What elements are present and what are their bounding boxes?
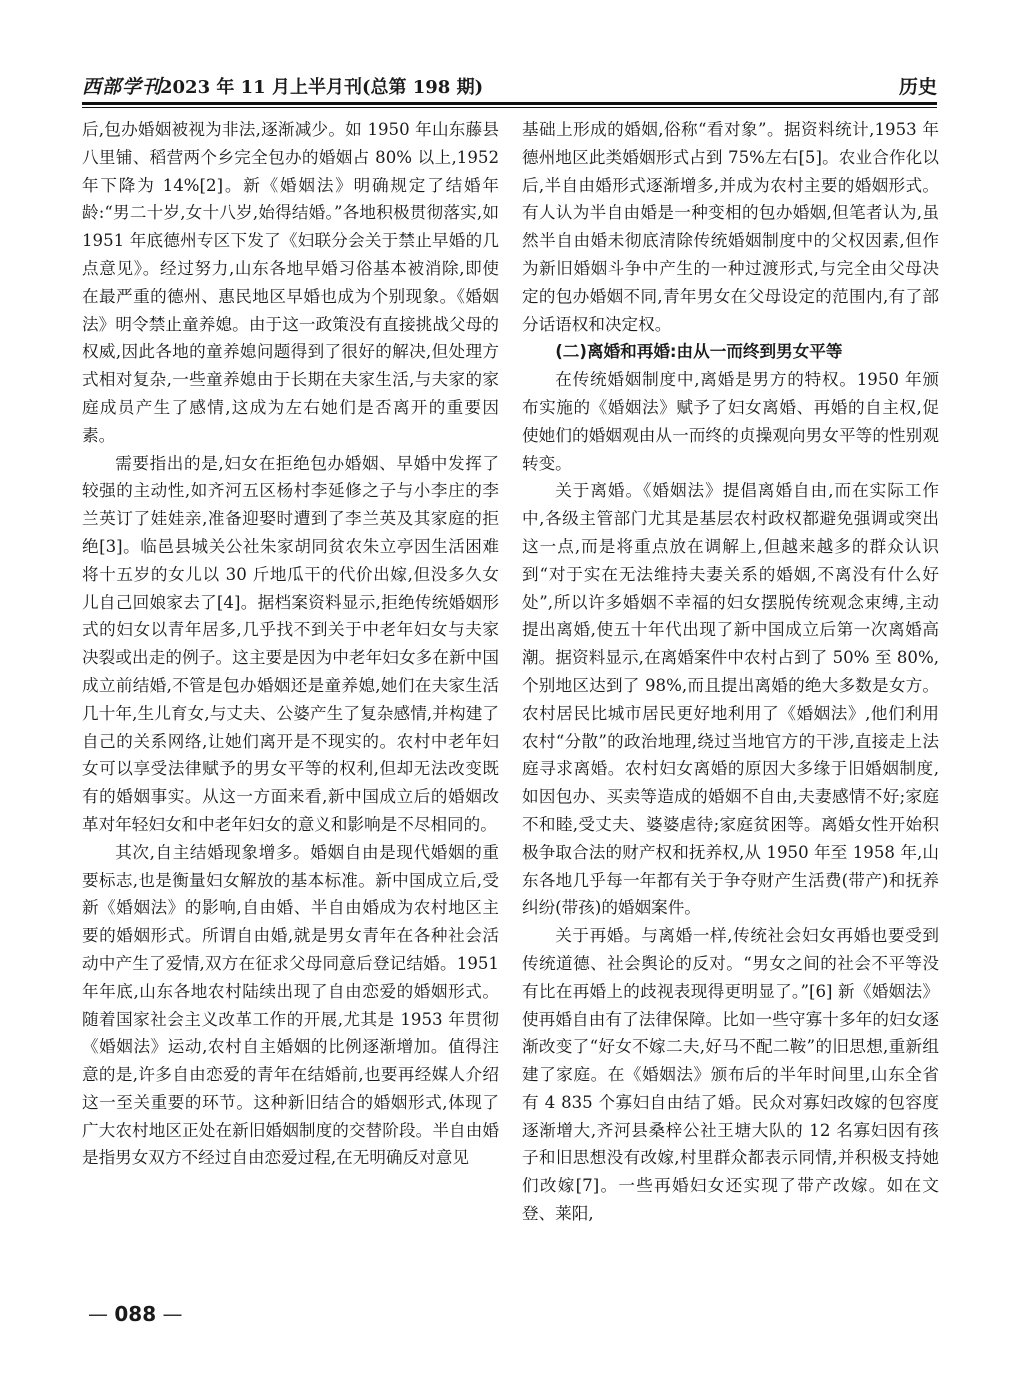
header-rule-thick: [82, 102, 937, 105]
section-subheading: (二)离婚和再婚:由从一而终到男女平等: [555, 342, 843, 362]
journal-logo: 西部学刊: [82, 76, 163, 98]
paragraph: 后,包办婚姻被视为非法,逐渐减少。如 1950 年山东藤县八里铺、稻营两个乡完全包办的婚姻占 80% 以上,1952 年下降为 14%[2]。新《婚姻法》明确规定了结婚年龄:“男二十岁,女十八岁,始得结婚。”各地积极贯彻落实,如 1951 年底德州专区下发了《妇联分会关于禁止早婚的几点意见》。经过努力,山东各地早婚习俗基本被消除,即使在最严重的德州、惠民地区早婚也成为个别现象。《婚姻法》明令禁止童养媳。由于这一政策没有直接挑战父母的权威,因此各地的童养媳问题得到了很好的解决,但处理方式相对复杂,一些童养媳由于长期在夫家生活,与夫家的家庭成员产生了感情,这成为左右她们是否离开的重要因素。: [82, 120, 499, 445]
left-column: [82, 116, 499, 1172]
paragraph: 需要指出的是,妇女在拒绝包办婚姻、早婚中发挥了较强的主动性,如齐河五区杨村李延修之子与小李庄的李兰英订了娃娃亲,准备迎娶时遭到了李兰英及其家庭的拒绝[3]。临邑县城关公社朱家胡同贫农朱立亭因生活困难将十五岁的女儿以 30 斤地瓜干的代价出嫁,但没多久女儿自己回娘家去了[4]。据档案资料显示,拒绝传统婚姻形式的妇女以青年居多,几乎找不到关于中老年妇女与夫家决裂或出走的例子。这主要是因为中老年妇女多在新中国成立前结婚,不管是包办婚姻还是童养媳,她们在夫家生活几十年,生儿育女,与丈夫、公婆产生了复杂感情,并构建了自己的关系网络,让她们离开是不现实的。农村中老年妇女可以享受法律赋予的男女平等的权利,但却无法改变既有的婚姻事实。从这一方面来看,新中国成立后的婚姻改革对年轻妇女和中老年妇女的意义和影响是不尽相同的。: [82, 453, 499, 834]
issue-info: 2023 年 11 月上半月刊(总第 198 期): [160, 77, 484, 98]
page-header: [82, 72, 937, 102]
paragraph: 其次,自主结婚现象增多。婚姻自由是现代婚姻的重要标志,也是衡量妇女解放的基本标准。新中国成立后,受新《婚姻法》的影响,自由婚、半自由婚成为农村地区主要的婚姻形式。所谓自由婚,就是男女青年在各种社会活动中产生了爱情,双方在征求父母同意后登记结婚。1951 年年底,山东各地农村陆续出现了自由恋爱的婚姻形式。随着国家社会主义改革工作的开展,尤其是 1953 年贯彻《婚姻法》运动,农村自主婚姻的比例逐渐增加。值得注意的是,许多自由恋爱的青年在结婚前,也要再经媒人介绍这一至关重要的环节。这种新旧结合的婚姻形式,体现了广大农村地区正处在新旧婚姻制度的交替阶段。半自由婚是指男女双方不经过自由恋爱过程,在无明确反对意见: [82, 842, 499, 1168]
page-footer: [88, 1302, 182, 1326]
section-title: 历史: [898, 76, 937, 98]
paragraph: 关于再婚。与离婚一样,传统社会妇女再婚也要受到传统道德、社会舆论的反对。“男女之间的社会不平等没有比在再婚上的歧视表现得更明显了。”[6] 新《婚姻法》使再婚自由有了法律保障。比如一些守寡十多年的妇女逐渐改变了“好女不嫁二夫,好马不配二鞍”的旧思想,重新组建了家庭。在《婚姻法》颁布后的半年时间里,山东全省有 4 835 个寡妇自由结了婚。民众对寡妇改嫁的包容度逐渐增大,齐河县桑梓公社王塘大队的 12 名寡妇因有孩子和旧思想没有改嫁,村里群众都表示同情,并积极支持她们改嫁[7]。一些再婚妇女还实现了带产改嫁。如在文登、莱阳,: [522, 926, 939, 1224]
footer-dash: —: [88, 1302, 115, 1326]
right-column: [522, 116, 939, 1228]
paragraph: 基础上形成的婚姻,俗称“看对象”。据资料统计,1953 年德州地区此类婚姻形式占到 75%左右[5]。农业合作化以后,半自由婚形式逐渐增多,并成为农村主要的婚姻形式。有人认为半自由婚是一种变相的包办婚姻,但笔者认为,虽然半自由婚未彻底清除传统婚姻制度中的父权因素,但作为新旧婚姻斗争中产生的一种过渡形式,与完全由父母决定的包办婚姻不同,青年男女在父母设定的范围内,有了部分话语权和决定权。: [522, 120, 939, 334]
page-number: 088: [114, 1302, 157, 1326]
paragraph: 在传统婚姻制度中,离婚是男方的特权。1950 年颁布实施的《婚姻法》赋予了妇女离婚、再婚的自主权,促使她们的婚姻观由从一而终的贞操观向男女平等的性别观转变。: [522, 370, 939, 473]
footer-dash: —: [156, 1302, 183, 1326]
header-rule-thin: [82, 107, 937, 108]
paragraph: 关于离婚。《婚姻法》提倡离婚自由,而在实际工作中,各级主管部门尤其是基层农村政权都避免强调或突出这一点,而是将重点放在调解上,但越来越多的群众认识到“对于实在无法维持夫妻关系的婚姻,不离没有什么好处”,所以许多婚姻不幸福的妇女摆脱传统观念束缚,主动提出离婚,使五十年代出现了新中国成立后第一次离婚高潮。据资料显示,在离婚案件中农村占到了 50% 至 80%,个别地区达到了 98%,而且提出离婚的绝大多数是女方。农村居民比城市居民更好地利用了《婚姻法》,他们利用农村“分散”的政治地理,绕过当地官方的干涉,直接走上法庭寻求离婚。农村妇女离婚的原因大多缘于旧婚姻制度,如因包办、买卖等造成的婚姻不自由,夫妻感情不好;家庭不和睦,受丈夫、婆婆虐待;家庭贫困等。离婚女性开始积极争取合法的财产权和抚养权,从 1950 年至 1958 年,山东各地几乎每一年都有关于争夺财产生活费(带产)和抚养纠纷(带孩)的婚姻案件。: [522, 481, 939, 918]
